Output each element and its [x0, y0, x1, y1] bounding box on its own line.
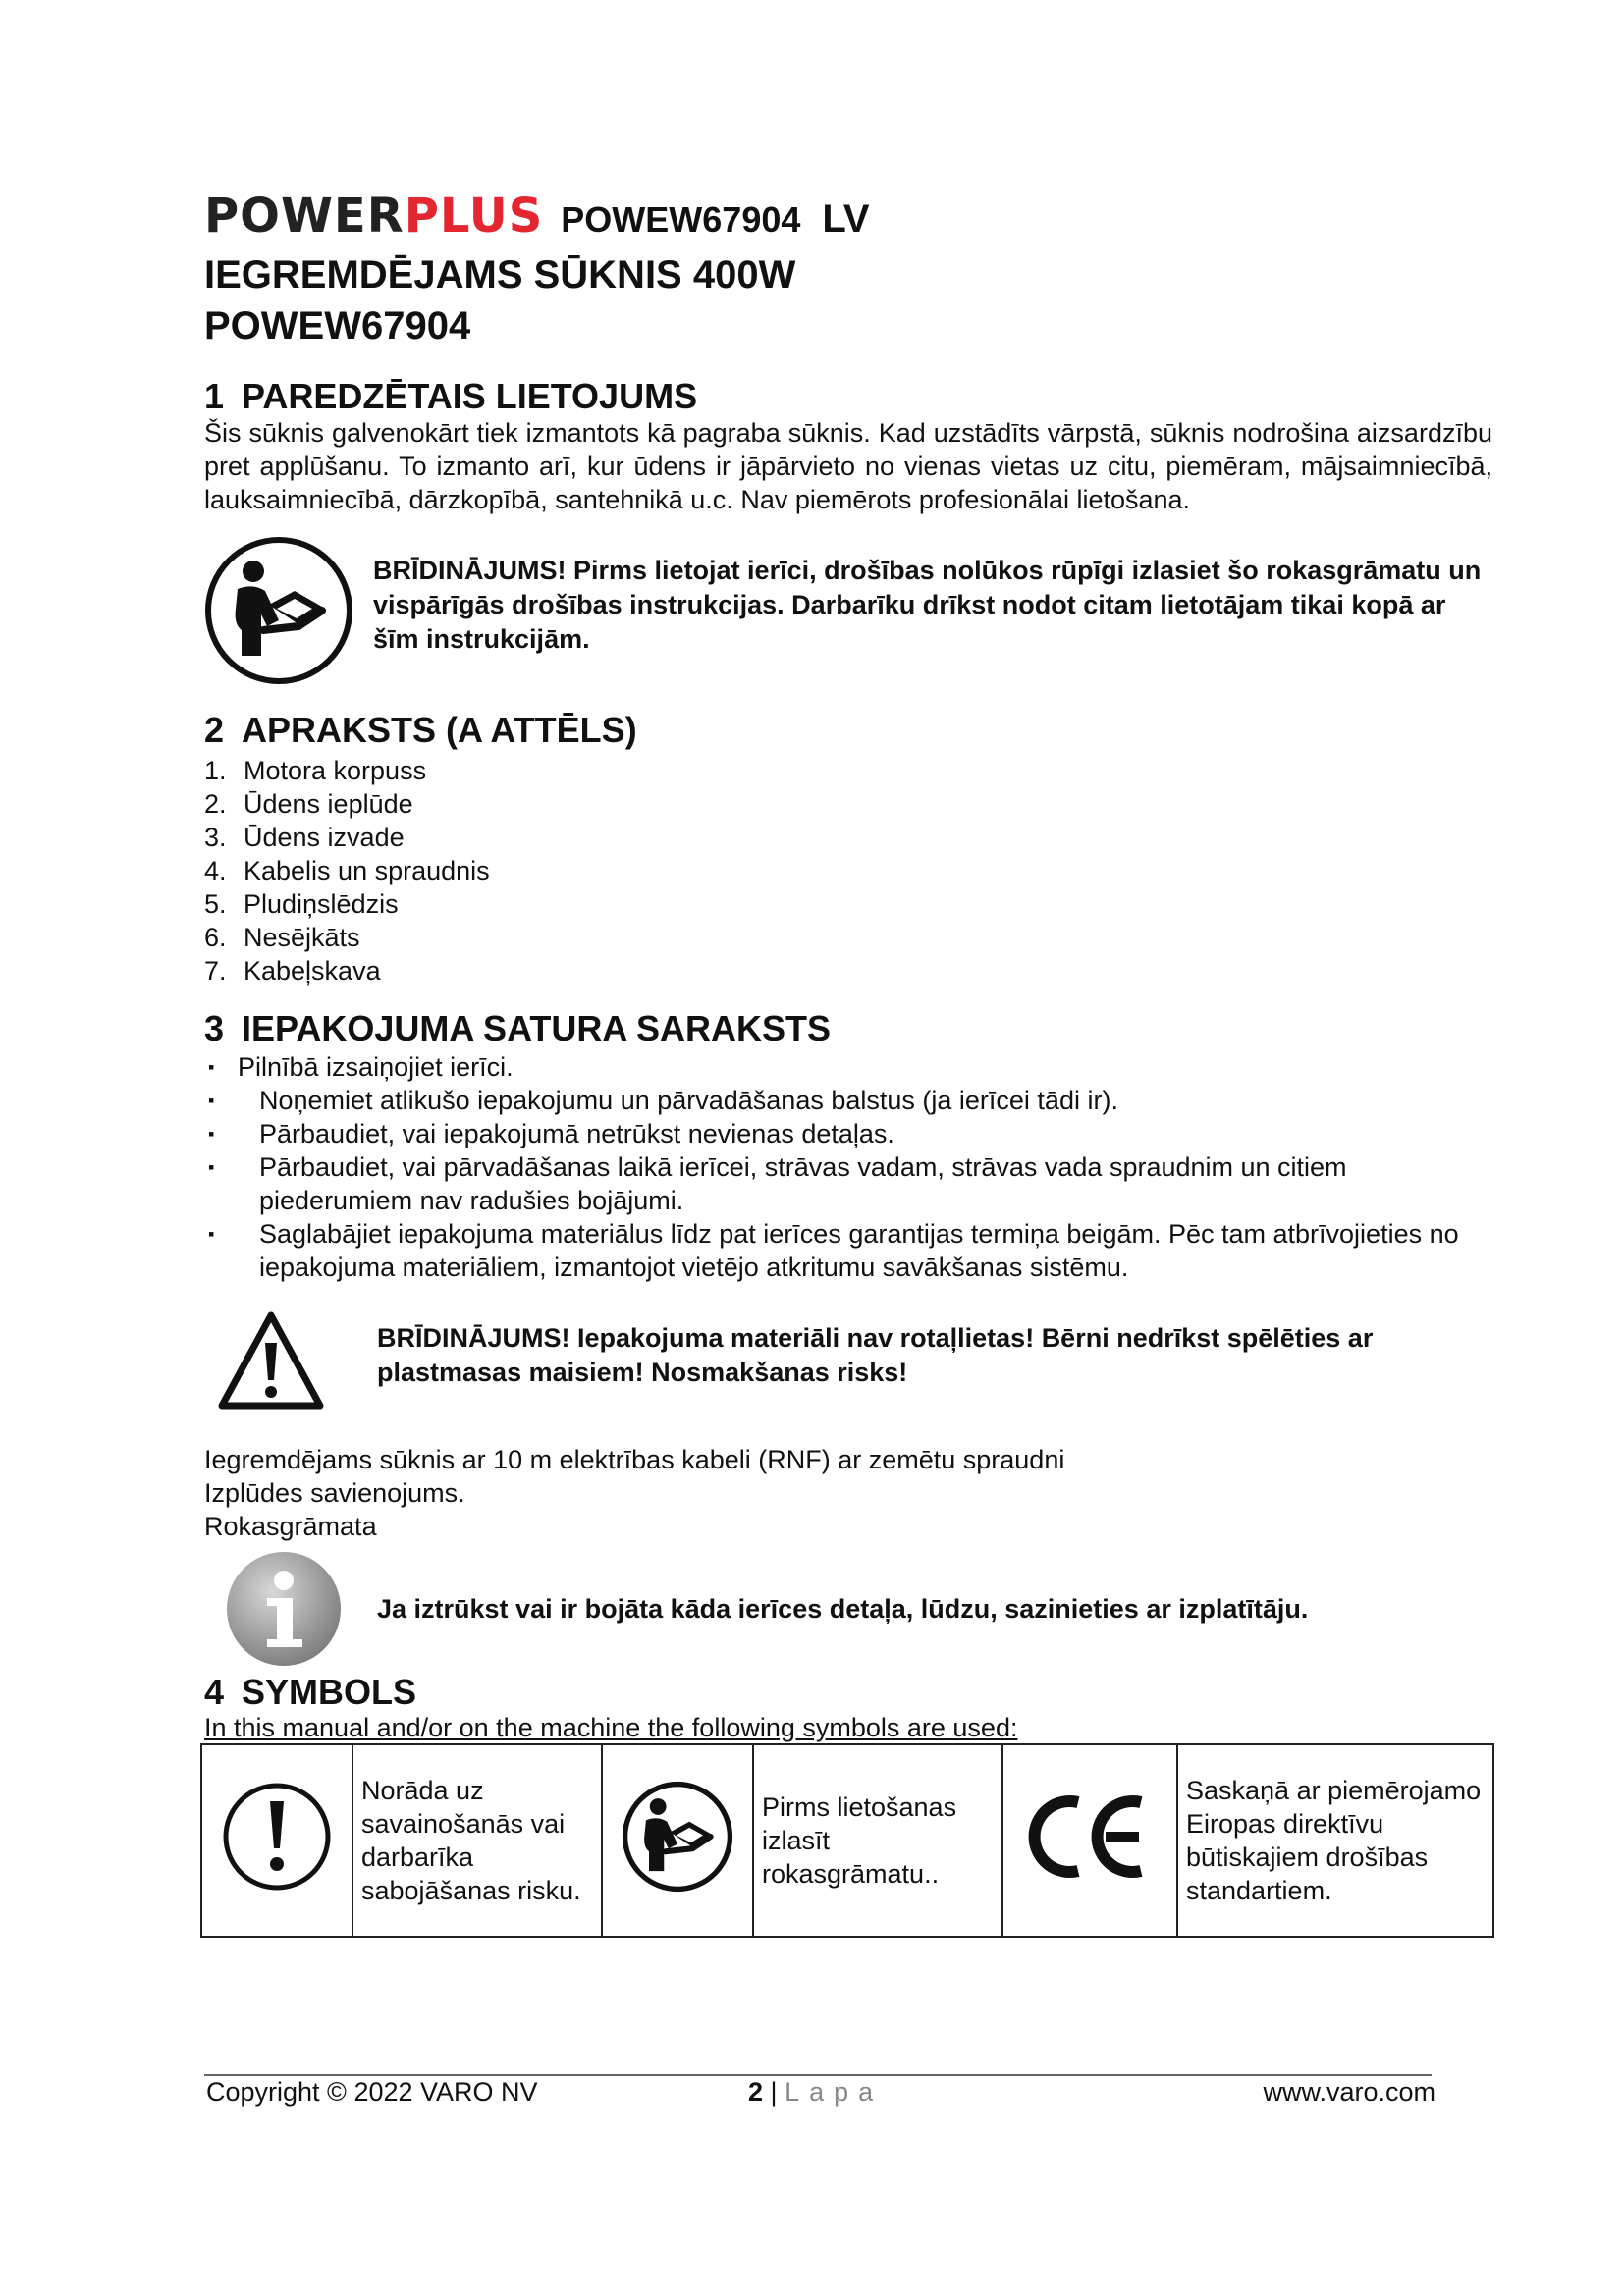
section-package-contents	[204, 1009, 1492, 1669]
warning-triangle-icon	[216, 1309, 326, 1412]
ce-mark-icon	[1027, 1792, 1153, 1881]
copyright: Copyright © 2022 VARO NV	[206, 2077, 538, 2107]
list-item: 2. Ūdens ieplūde	[204, 789, 413, 819]
packaging-warning-text: BRĪDINĀJUMS! Iepakojuma materiāli nav rotaļlietas! Bērni nedrīkst spēlēties ar plastmasas maisiem! Nosmakšanas risks!	[377, 1323, 1374, 1387]
parts-list	[204, 754, 1492, 988]
list-item: ▪ Pilnībā izsaiņojiet ierīci.	[208, 1052, 514, 1082]
manual-warning	[204, 536, 1492, 685]
unpacking-list	[204, 1050, 1492, 1284]
info-icon	[224, 1549, 344, 1669]
list-item: 1. Motora korpuss	[204, 756, 427, 785]
page-footer	[206, 2077, 1435, 2112]
table-cell	[602, 1744, 753, 1937]
intended-use-text: Šis sūknis galvenokārt tiek izmantots kā pagraba sūknis. Kad uzstādīts vārpstā, sūknis nodrošina aizsardzību pret applūšanu. To izmanto arī, kur ūdens ir jāpārvieto no vienas vietas uz citu, piemēram, mājsaimniecībā, lauksaimniecībā, dārzkopībā, santehnikā u.c. Nav piemērots profesionālai lietošana.	[204, 418, 1492, 514]
list-item: ▪ Noņemiet atlikušo iepakojumu un pārvadāšanas balstus (ja ierīcei tādi ir).	[208, 1086, 1118, 1115]
table-cell	[201, 1744, 352, 1937]
section-heading: 3 IEPAKOJUMA SATURA SARAKSTS	[204, 1008, 832, 1048]
section-heading: 4 SYMBOLS	[204, 1672, 417, 1712]
manual-page	[204, 188, 1492, 1938]
header	[204, 188, 1492, 249]
website-link: www.varo.com	[1263, 2077, 1435, 2107]
list-item: ▪ Saglabājiet iepakojuma materiālus līdz pat ierīces garantijas termiņa beigām. Pēc tam atbrīvojieties no iepakojuma materiāliem, izmantojot vietējo atkritumu savākšanas sistēmu.	[208, 1219, 1459, 1282]
product-title-line1: IEGREMDĒJAMS SŪKNIS 400W	[204, 253, 796, 296]
powerplus-logo: POWERPLUS	[204, 188, 544, 243]
manual-warning-text: BRĪDINĀJUMS! Pirms lietojat ierīci, drošības nolūkos rūpīgi izlasiet šo rokasgrāmatu un vispārīgās drošības instrukcijas. Darbarīku drīkst nodot citam lietotājam tikai kopā ar šīm instrukcijām.	[373, 556, 1482, 654]
product-title-line2: POWEW67904	[204, 304, 471, 347]
read-manual-icon	[621, 1780, 734, 1894]
model-number: POWEW67904	[561, 199, 801, 240]
section-heading: 1 PAREDZĒTAIS LIETOJUMS	[204, 376, 698, 416]
section-heading: 2 APRAKSTS (A ATTĒLS)	[204, 710, 637, 750]
section-description	[204, 711, 1492, 988]
missing-parts-text: Ja iztrūkst vai ir bojāta kāda ierīces detaļa, lūdzu, sazinieties ar izplatītāju.	[377, 1593, 1309, 1624]
list-item: 3. Ūdens izvade	[204, 823, 405, 852]
list-item: 7. Kabeļskava	[204, 956, 381, 986]
table-cell: Pirms lietošanas izlasīt rokasgrāmatu..	[753, 1744, 1002, 1937]
contents-item: Izplūdes savienojums.	[204, 1478, 465, 1508]
page-indicator: 2 | Lapa	[748, 2077, 884, 2107]
table-cell	[1002, 1744, 1177, 1937]
list-item: 4. Kabelis un spraudnis	[204, 856, 490, 885]
contents-item: Rokasgrāmata	[204, 1512, 377, 1541]
table-cell: Norāda uz savainošanās vai darbarīka sabojāšanas risku.	[352, 1744, 602, 1937]
list-item: ▪ Pārbaudiet, vai iepakojumā netrūkst nevienas detaļas.	[208, 1119, 894, 1148]
list-item: 6. Nesējkāts	[204, 923, 360, 952]
table-row	[201, 1744, 1493, 1937]
symbols-table	[200, 1743, 1494, 1938]
list-item: ▪ Pārbaudiet, vai pārvadāšanas laikā ierīcei, strāvas vadam, strāvas vada spraudnim un citiem piederumiem nav radušies bojājumi.	[208, 1152, 1347, 1215]
contents-item: Iegremdējams sūknis ar 10 m elektrības kabeli (RNF) ar zemētu spraudni	[204, 1445, 1065, 1474]
exclamation-icon	[220, 1780, 334, 1894]
section-symbols	[204, 1673, 1492, 1938]
missing-parts-notice	[204, 1549, 1492, 1669]
symbols-intro: In this manual and/or on the machine the following symbols are used:	[204, 1713, 1018, 1742]
footer-divider	[204, 2074, 1432, 2076]
list-item: 5. Pludiņslēdzis	[204, 889, 399, 919]
section-intended-use	[204, 377, 1492, 685]
package-contents-list	[204, 1443, 1492, 1543]
language-code: LV	[822, 197, 870, 240]
table-cell: Saskaņā ar piemērojamo Eiropas direktīvu būtiskajiem drošības standartiem.	[1177, 1744, 1493, 1937]
read-manual-icon	[204, 536, 353, 685]
packaging-warning	[204, 1309, 1492, 1412]
